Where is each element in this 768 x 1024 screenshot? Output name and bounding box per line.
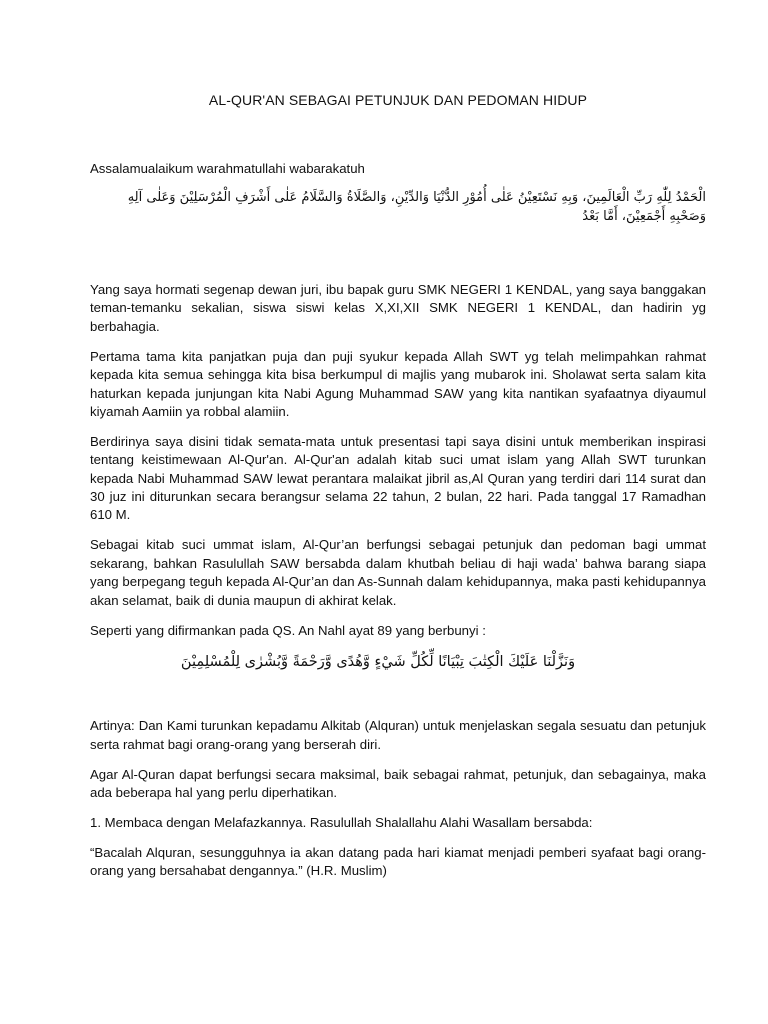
paragraph-translation: Artinya: Dan Kami turunkan kepadamu Alkitab (Alquran) untuk menjelaskan segala sesuatu dan petunjuk serta rahmat bagi orang-orang yang berserah diri. bbox=[90, 718, 706, 752]
paragraph-about-quran: Berdirinya saya disini tidak semata-mata untuk presentasi tapi saya disini untuk memberikan inspirasi tentang keistimewaan Al-Qur'an. Al-Qur'an adalah kitab suci umat islam yang Allah SWT turunkan kepada Nabi Muhammad SAW lewat perantara malaikat jibril as,Al Quran yang terdiri dari 114 surat dan 30 juz ini diturunkan secara berangsur selama 22 tahun, 2 bulan, 22 hari. Pada tanggal 17 Ramadhan 610 M. bbox=[90, 433, 706, 523]
greeting: Assalamualaikum warahmatullahi wabarakatuh bbox=[90, 161, 365, 176]
paragraph-salutation: Yang saya hormati segenap dewan juri, ibu bapak guru SMK NEGERI 1 KENDAL, yang saya banggakan teman-temanku sekalian, siswa siswi kelas X,XI,XII SMK NEGERI 1 KENDAL, dan hadirin yg berbahagia. bbox=[90, 282, 706, 334]
document-page bbox=[90, 92, 706, 892]
paragraph-hadith-quote: “Bacalah Alquran, sesungguhnya ia akan datang pada hari kiamat menjadi pemberi syafaat bagi orang-orang yang bersahabat dengannya.” (H.R. Muslim) bbox=[90, 844, 706, 879]
arabic-verse: وَنَزَّلْنَا عَلَيْكَ الْكِتٰبَ تِبْيَانًا لِّكُلِّ شَيْءٍ وَّهُدًى وَّرَحْمَةً وَّبُشْرٰى لِلْمُسْلِمِيْنَ bbox=[180, 654, 576, 671]
paragraph-considerations: Agar Al-Quran dapat berfungsi secara maksimal, baik sebagai rahmat, petunjuk, dan sebagainya, maka ada beberapa hal yang perlu diperhatikan. bbox=[90, 766, 706, 801]
paragraph-point-one: 1. Membaca dengan Melafazkannya. Rasulullah Shalallahu Alahi Wasallam bersabda: bbox=[90, 815, 593, 831]
paragraph-function: Sebagai kitab suci ummat islam, Al-Qur’an berfungsi sebagai petunjuk dan pedoman bagi ummat sekarang, bahkan Rasulullah SAW bersabda dalam khutbah beliau di haji wada’ bahwa barang siapa yang berpegang teguh kepada Al-Qur’an dan As-Sunnah dalam kehidupannya, maka pasti kehidupannya akan selamat, baik di dunia maupun di akhirat kelak. bbox=[90, 537, 706, 608]
paragraph-praise: Pertama tama kita panjatkan puja dan puji syukur kepada Allah SWT yg telah melimpahkan rahmat kepada kita semua sehingga kita bisa berkumpul di majlis yang mubarok ini. Sholawat serta salam kita haturkan kepada junjungan kita Nabi Agung Muhammad SAW yang kita nantikan syafaatnya diyaumul kiyamah Aamiin ya robbal alamiin. bbox=[90, 348, 706, 419]
arabic-opening: الْحَمْدُ لِلّٰهِ رَبِّ الْعَالَمِينَ، وَبِهِ نَسْتَعِيْنُ عَلٰى أُمُوْرِ الدُّنْيَا وَالدِّيْنِ، وَالصَّلَاةُ وَالسَّلَامُ عَلٰى أَشْرَفِ الْمُرْسَلِيْنَ وَعَلٰى آلِهِ وَصَحْبِهِ أَجْمَعِيْنَ، أَمَّا بَعْدُ bbox=[127, 190, 706, 224]
paragraph-verse-intro: Seperti yang difirmankan pada QS. An Nahl ayat 89 yang berbunyi : bbox=[90, 622, 486, 638]
document-title: AL-QUR'AN SEBAGAI PETUNJUK DAN PEDOMAN HIDUP bbox=[208, 92, 588, 108]
